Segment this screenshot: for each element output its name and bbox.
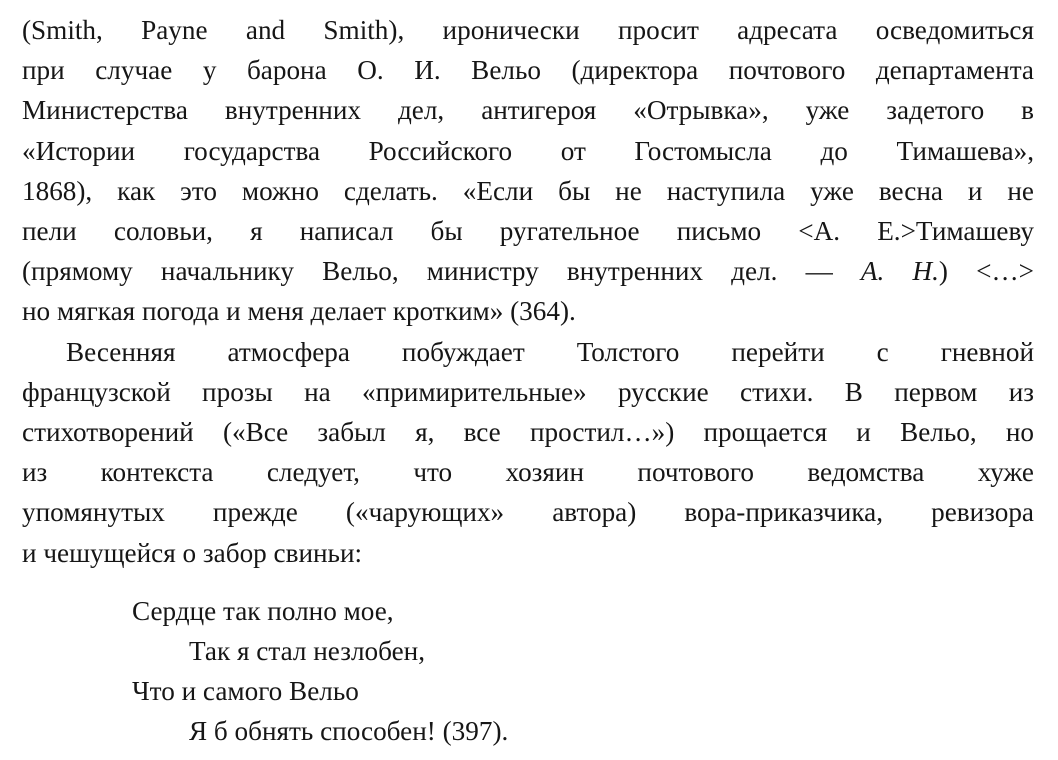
text-line: Весенняя атмосфера побуждает Толстого перейти с гневной xyxy=(66,336,1034,367)
text-line: французской прозы на «примирительные» русские стихи. В первом из xyxy=(22,376,1034,407)
verse-line: Так я стал незлобен, xyxy=(189,636,425,667)
text-line: 1868), как это можно сделать. «Если бы не наступила уже весна и не xyxy=(22,175,1034,206)
text-line: (Smith, Payne and Smith), иронически просит адресата осведомиться xyxy=(22,15,1034,45)
text-line: но мягкая погода и меня делает кротким» (364). xyxy=(22,296,576,327)
text-line xyxy=(22,251,1034,291)
text-line: «Истории государства Российского от Гостомысла до Тимашева», xyxy=(22,135,1034,166)
text-segment: ) <…> xyxy=(938,256,1034,287)
text-segment: (прямому начальнику Вельо, министру внутренних дел. — xyxy=(22,256,861,287)
verse-line: Я б обнять способен! (397). xyxy=(189,716,509,747)
text-line: из контекста следует, что хозяин почтового ведомства хуже xyxy=(22,457,1034,488)
document-page xyxy=(22,10,1034,752)
text-line: Министерства внутренних дел, антигероя «Отрывка», уже задетого в xyxy=(22,95,1034,126)
paragraph-1 xyxy=(22,10,1034,332)
verse-line: Что и самого Вельо xyxy=(132,676,359,707)
text-line: стихотворений («Все забыл я, все простил…») прощается и Вельо, но xyxy=(22,417,1034,448)
text-line: пели соловьи, я написал бы ругательное письмо <А. Е.>Тимашеву xyxy=(22,216,1034,247)
verse-line: Сердце так полно мое, xyxy=(132,595,394,626)
paragraph-2 xyxy=(22,332,1034,573)
verse-quote xyxy=(132,591,1034,752)
text-line: при случае у барона О. И. Вельо (директора почтового департамента xyxy=(22,55,1034,86)
text-line: и чешущейся о забор свиньи: xyxy=(22,537,363,568)
author-initials-italic: А. Н. xyxy=(860,256,939,287)
text-line: упомянутых прежде («чарующих» автора) вора-приказчика, ревизора xyxy=(22,497,1034,528)
